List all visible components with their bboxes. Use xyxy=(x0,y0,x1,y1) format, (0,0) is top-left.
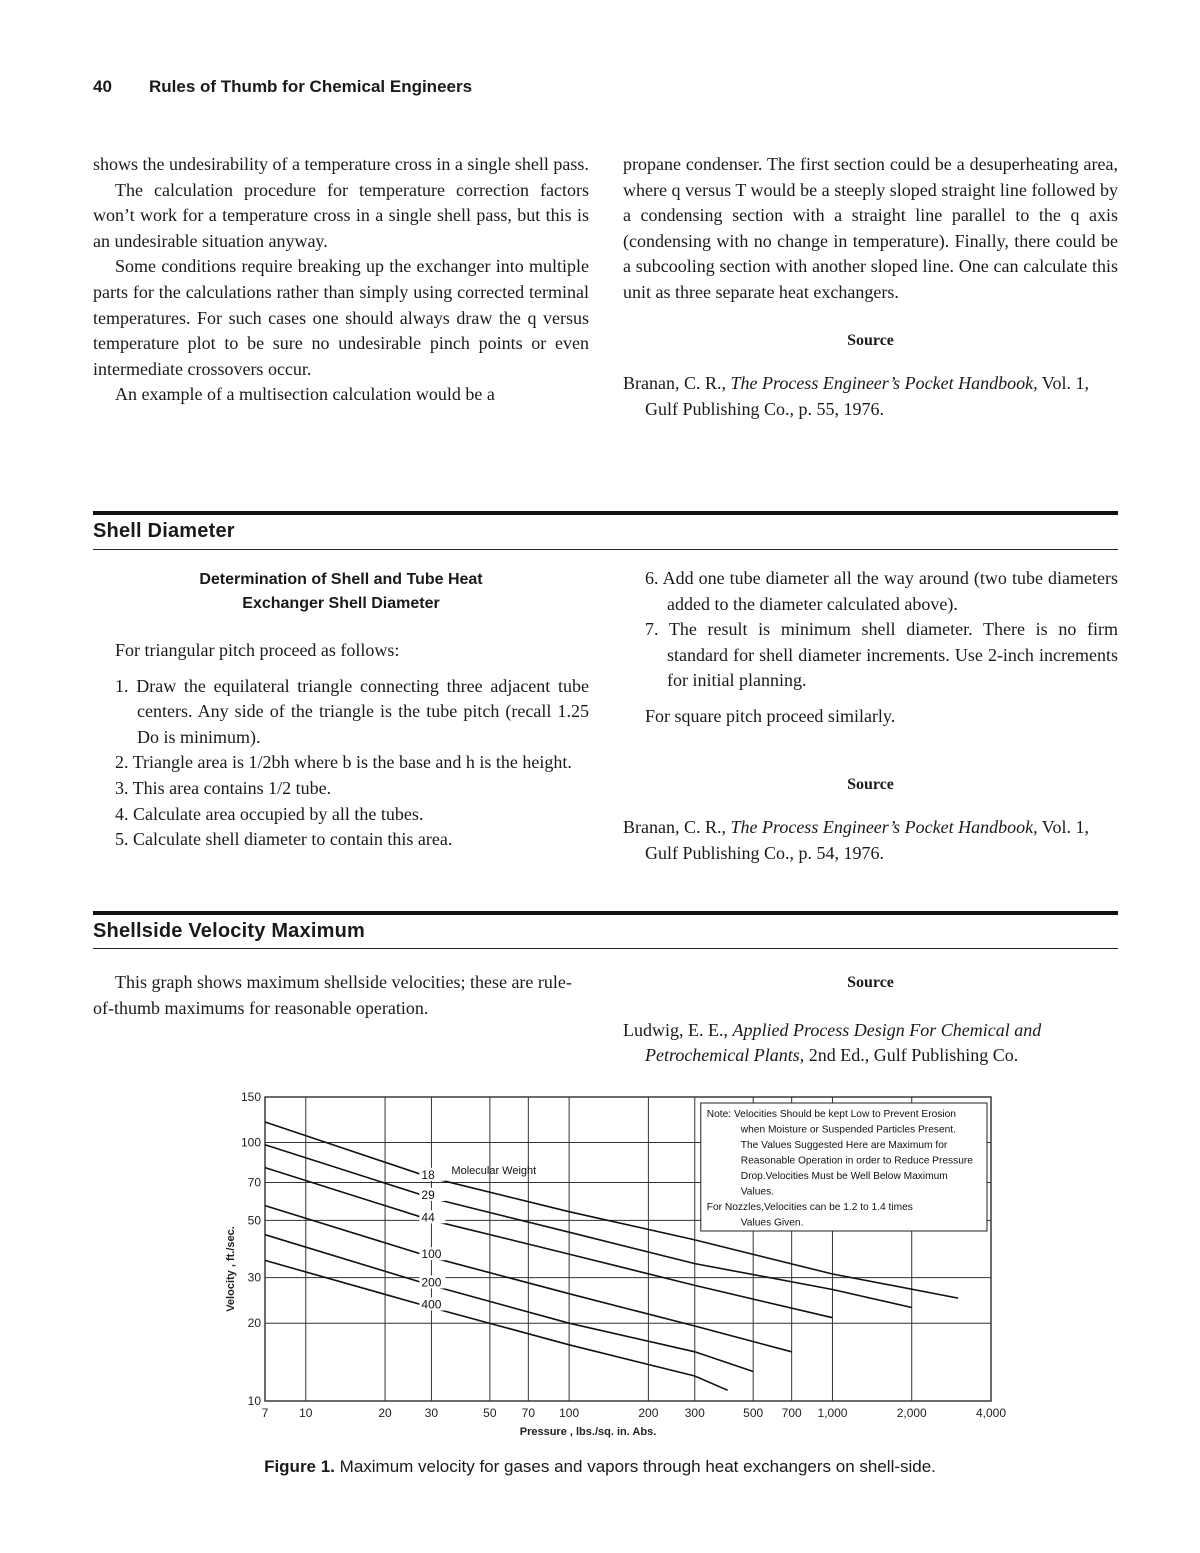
y-tick-label: 100 xyxy=(240,1135,261,1150)
list-item: 6. Add one tube diameter all the way around (two tube diameters added to the diameter calculated above). xyxy=(645,568,1118,614)
series-label: 400 xyxy=(421,1297,442,1312)
paragraph: For square pitch proceed similarly. xyxy=(645,705,896,726)
x-tick-label: 7 xyxy=(261,1406,269,1420)
note-line: Note: Velocities Should be kept Low to Prevent Erosion xyxy=(706,1109,956,1120)
figure-caption-text: Maximum velocity for gases and vapors through heat exchangers on shell-side. xyxy=(339,1457,936,1476)
citation-author: Ludwig, E. E., xyxy=(623,1019,728,1040)
y-tick-label: 150 xyxy=(240,1090,261,1104)
source-heading: Source xyxy=(847,775,894,793)
x-tick-label: 500 xyxy=(743,1406,764,1420)
series-group-title: Molecular Weight xyxy=(451,1164,537,1177)
paragraph: Some conditions require breaking up the exchanger into multiple parts for the calculations rather than simply using corrected terminal temperatures. For such cases one should always draw the q versus temperature plot to be sure no undesirable pinch points or even intermediate crossovers occur. xyxy=(93,256,589,379)
note-line: The Values Suggested Here are Maximum for xyxy=(740,1140,948,1151)
shell-right-column xyxy=(623,566,1118,866)
paragraph: An example of a multisection calculation would be a xyxy=(115,384,495,405)
citation-detail: 2nd Ed., Gulf Publishing Co. xyxy=(808,1045,1019,1066)
series-label: 100 xyxy=(421,1247,442,1262)
top-right-column xyxy=(623,152,1118,422)
chart-note-group xyxy=(701,1103,987,1231)
shell-left-column xyxy=(93,568,589,853)
note-line: Drop.Velocities Must be Well Below Maximum xyxy=(740,1171,948,1182)
section-title-shell-diameter: Shell Diameter xyxy=(93,520,235,542)
x-tick-label: 70 xyxy=(521,1406,536,1420)
x-tick-label: 20 xyxy=(378,1406,392,1420)
velocity-left-column xyxy=(93,970,589,1021)
x-tick-label: 10 xyxy=(299,1406,313,1420)
list-item: 4. Calculate area occupied by all the tubes. xyxy=(115,803,424,824)
y-tick-label: 30 xyxy=(247,1270,261,1285)
series-line xyxy=(265,1260,728,1390)
section-rule xyxy=(93,511,1118,515)
y-tick-label: 20 xyxy=(247,1316,261,1331)
paragraph: This graph shows maximum shellside velocities; these are rule-of-thumb maximums for reasonable operation. xyxy=(93,972,572,1018)
list-item: 2. Triangle area is 1/2bh where b is the base and h is the height. xyxy=(115,752,572,773)
figure-label: Figure 1. xyxy=(264,1457,335,1476)
list-item: 7. The result is minimum shell diameter. There is no firm standard for shell diameter increments. Use 2-inch increments for initial planning. xyxy=(645,619,1118,691)
series-label: 200 xyxy=(421,1275,442,1290)
x-tick-label: 4,000 xyxy=(975,1406,1007,1420)
list-item: 1. Draw the equilateral triangle connecting three adjacent tube centers. Any side of the triangle is the tube pitch (recall 1.25 Do is minimum). xyxy=(115,675,589,747)
y-axis-title: Velocity , ft./sec. xyxy=(225,1226,237,1312)
source-citation xyxy=(623,371,1118,422)
note-line: Values. xyxy=(740,1186,775,1198)
list-item: 3. This area contains 1/2 tube. xyxy=(115,777,332,798)
citation-author: Branan, C. R., xyxy=(623,373,726,394)
source-citation xyxy=(623,815,1118,866)
source-citation xyxy=(623,1018,1118,1069)
x-tick-label: 30 xyxy=(424,1406,439,1420)
chart-svg xyxy=(218,1085,1007,1445)
y-tick-label: 70 xyxy=(247,1175,261,1190)
section-underline xyxy=(93,549,1118,550)
velocity-chart xyxy=(218,1085,1007,1445)
section-underline xyxy=(93,948,1118,949)
subsection-heading-line: Determination of Shell and Tube Heat xyxy=(199,571,483,588)
series-label: 18 xyxy=(421,1167,435,1182)
note-line: Values Given. xyxy=(740,1217,804,1229)
series-label: 44 xyxy=(421,1210,435,1225)
steps-list xyxy=(115,674,589,853)
note-line: when Moisture or Suspended Particles Present. xyxy=(740,1124,956,1136)
citation-title: Applied Process Design For Chemical and Petrochemical Plants, xyxy=(645,1019,1042,1066)
paragraph: propane condenser. The first section could be a desuperheating area, where q versus T would be a steeply sloped straight line followed by a condensing section with a straight line parallel to the q axis (condensing with no change in temperature). Finally, there could be a subcooling section with another sloped line. One can calculate this unit as three separate heat exchangers. xyxy=(623,154,1118,302)
citation-title: The Process Engineer’s Pocket Handbook, xyxy=(730,373,1038,394)
section-title-shellside-velocity: Shellside Velocity Maximum xyxy=(93,920,365,942)
subsection-heading xyxy=(93,568,589,616)
y-tick-label: 50 xyxy=(247,1213,261,1228)
series-label: 29 xyxy=(421,1188,435,1203)
citation-author: Branan, C. R., xyxy=(623,817,726,838)
note-line: For Nozzles,Velocities can be 1.2 to 1.4 times xyxy=(706,1202,913,1213)
book-title: Rules of Thumb for Chemical Engineers xyxy=(149,77,473,96)
x-tick-label: 100 xyxy=(559,1406,580,1420)
steps-list xyxy=(645,566,1118,694)
x-tick-label: 2,000 xyxy=(896,1406,927,1420)
paragraph: shows the undesirability of a temperature cross in a single shell pass. xyxy=(93,154,589,174)
series-line xyxy=(265,1235,753,1372)
velocity-right-column xyxy=(623,970,1118,1069)
paragraph: The calculation procedure for temperature correction factors won’t work for a temperature cross in a single shell pass, but this is an undesirable situation anyway. xyxy=(93,179,589,251)
x-tick-label: 200 xyxy=(638,1406,659,1420)
citation-detail: Vol. 1, Gulf Publishing Co., p. 55, 1976. xyxy=(645,373,1089,419)
note-line: Reasonable Operation in order to Reduce Pressure xyxy=(740,1155,973,1167)
citation-title: The Process Engineer’s Pocket Handbook, xyxy=(730,817,1038,838)
x-tick-label: 50 xyxy=(483,1406,497,1420)
citation-detail: Vol. 1, Gulf Publishing Co., p. 54, 1976. xyxy=(645,817,1089,863)
subsection-heading-line: Exchanger Shell Diameter xyxy=(242,595,440,612)
x-tick-label: 700 xyxy=(781,1406,802,1420)
figure-caption xyxy=(0,1457,1200,1477)
y-tick-label: 10 xyxy=(247,1394,261,1408)
top-left-column xyxy=(93,152,589,408)
page-number: 40 xyxy=(93,77,112,96)
list-item: 5. Calculate shell diameter to contain this area. xyxy=(115,829,453,850)
paragraph: For triangular pitch proceed as follows: xyxy=(115,640,400,660)
x-axis-title: Pressure , lbs./sq. in. Abs. xyxy=(519,1426,657,1438)
source-heading: Source xyxy=(847,331,894,349)
x-tick-label: 1,000 xyxy=(817,1406,848,1420)
x-tick-label: 300 xyxy=(684,1406,705,1420)
source-heading: Source xyxy=(847,974,894,991)
running-header xyxy=(93,77,472,97)
section-rule xyxy=(93,911,1118,915)
